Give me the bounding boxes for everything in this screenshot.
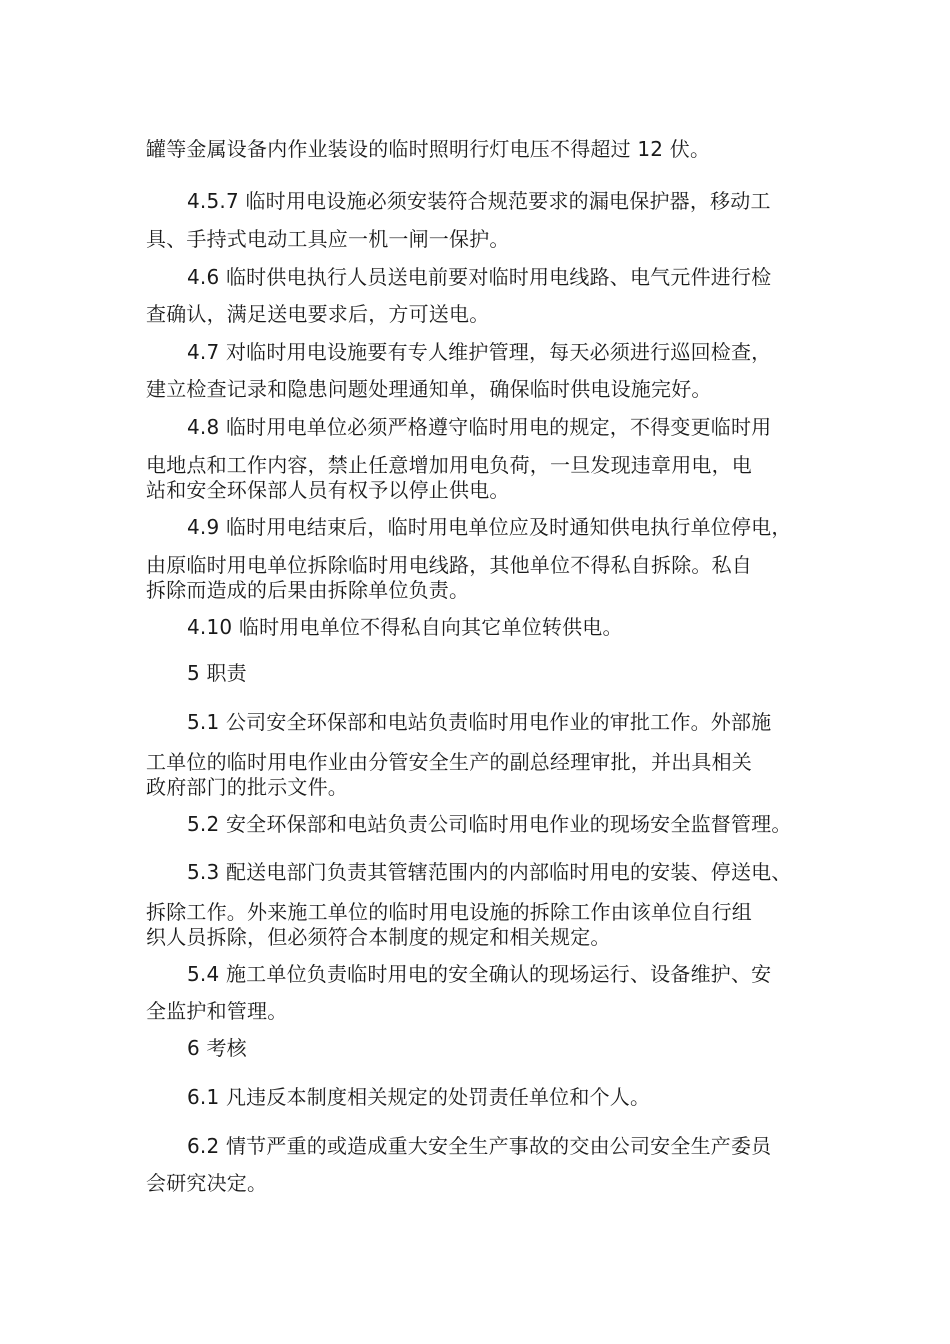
- text-line: 建立检查记录和隐患问题处理通知单，确保临时供电设施完好。: [146, 377, 712, 401]
- text-line: 电地点和工作内容，禁止任意增加用电负荷，一旦发现违章用电，电: [146, 453, 752, 477]
- text-line: 织人员拆除，但必须符合本制度的规定和相关规定。: [146, 925, 611, 949]
- text-line: 站和安全环保部人员有权予以停止供电。: [146, 478, 510, 502]
- text-line: 4.9 临时用电结束后，临时用电单位应及时通知供电执行单位停电，: [187, 515, 792, 539]
- text-line: 会研究决定。: [146, 1171, 268, 1195]
- text-line: 4.5.7 临时用电设施必须安装符合规范要求的漏电保护器，移动工: [187, 189, 771, 213]
- text-line: 5.2 安全环保部和电站负责公司临时用电作业的现场安全监督管理。: [187, 812, 792, 836]
- text-line: 5.3 配送电部门负责其管辖范围内的内部临时用电的安装、停送电、: [187, 860, 792, 884]
- text-line: 4.6 临时供电执行人员送电前要对临时用电线路、电气元件进行检: [187, 265, 772, 289]
- text-line: 政府部门的批示文件。: [146, 775, 348, 799]
- text-line: 5.1 公司安全环保部和电站负责临时用电作业的审批工作。外部施: [187, 710, 772, 734]
- text-line: 4.8 临时用电单位必须严格遵守临时用电的规定，不得变更临时用: [187, 415, 772, 439]
- text-line: 由原临时用电单位拆除临时用电线路，其他单位不得私自拆除。私自: [146, 553, 752, 577]
- text-line: 6.1 凡违反本制度相关规定的处罚责任单位和个人。: [187, 1085, 651, 1109]
- text-line: 工单位的临时用电作业由分管安全生产的副总经理审批，并出具相关: [146, 750, 752, 774]
- section-heading: 5 职责: [187, 661, 247, 685]
- text-line: 6.2 情节严重的或造成重大安全生产事故的交由公司安全生产委员: [187, 1134, 772, 1158]
- text-line: 全监护和管理。: [146, 999, 288, 1023]
- text-line: 拆除而造成的后果由拆除单位负责。: [146, 578, 470, 602]
- text-line: 具、手持式电动工具应一机一闸一保护。: [146, 227, 510, 251]
- text-line: 4.10 临时用电单位不得私自向其它单位转供电。: [187, 615, 623, 639]
- text-line: 5.4 施工单位负责临时用电的安全确认的现场运行、设备维护、安: [187, 962, 772, 986]
- section-heading: 6 考核: [187, 1036, 247, 1060]
- text-line: 拆除工作。外来施工单位的临时用电设施的拆除工作由该单位自行组: [146, 900, 752, 924]
- text-line: 查确认，满足送电要求后，方可送电。: [146, 302, 490, 326]
- text-line: 4.7 对临时用电设施要有专人维护管理，每天必须进行巡回检查，: [187, 340, 772, 364]
- text-line: 罐等金属设备内作业装设的临时照明行灯电压不得超过 12 伏。: [146, 137, 711, 161]
